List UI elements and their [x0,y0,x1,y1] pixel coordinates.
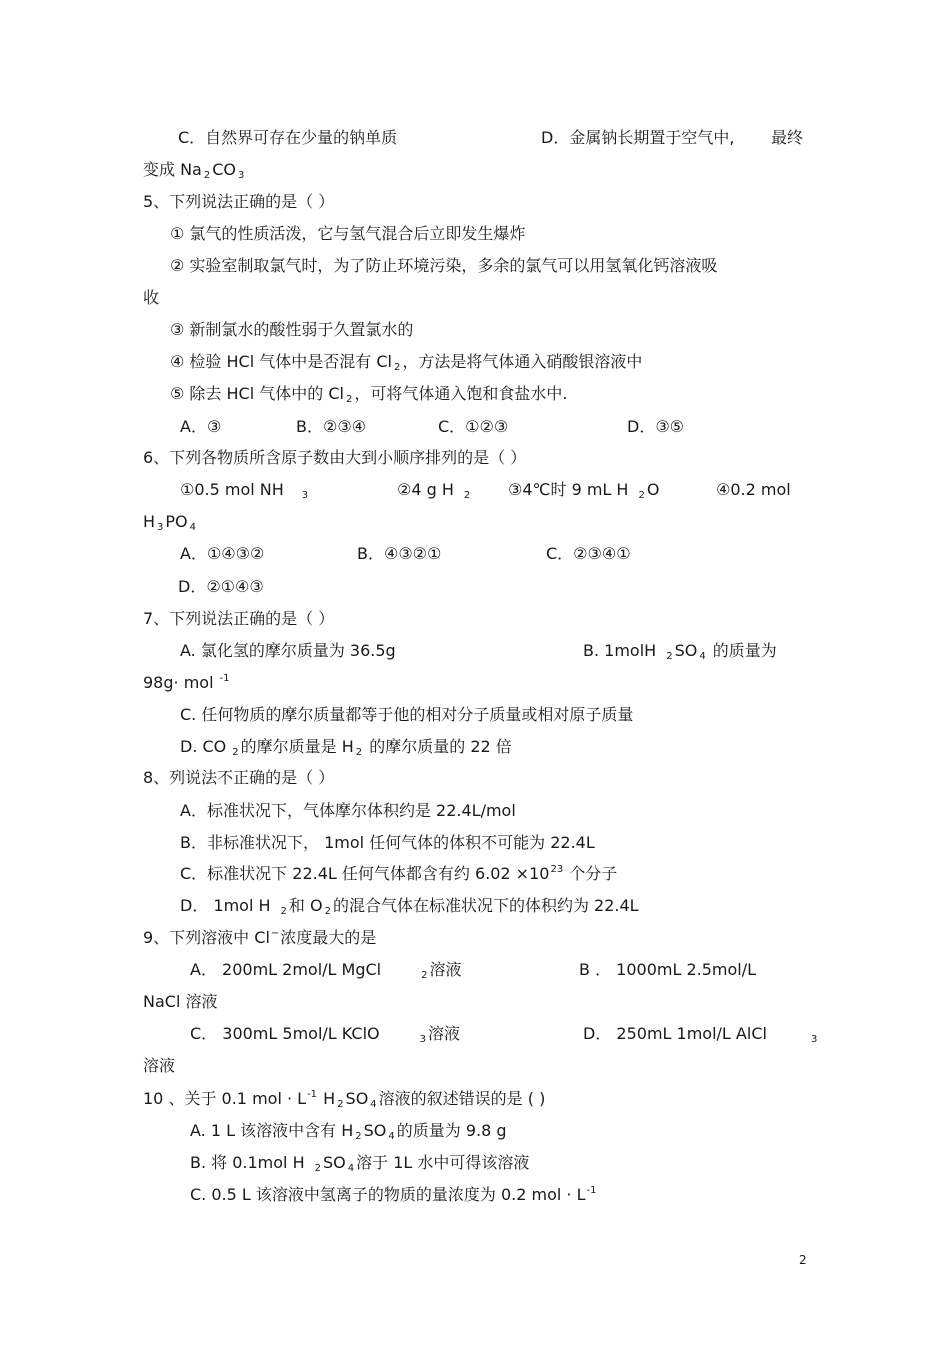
q7-option-d: D. CO 2 的摩尔质量是 H 2 的摩尔质量的 22 倍 [180,737,512,758]
q8-option-b: B．非标准状况下， 1mol 任何气体的体积不可能为 22.4L [180,833,595,852]
q8-option-d: D． 1mol H 2 和 O 2 的混合气体在标准状况下的体积约为 22.4L [180,896,639,917]
q9-option-d: D． 250mL 1mol/L AlCl 3 [583,1024,818,1045]
q4-option-c: C．自然界可存在少量的钠单质 [178,128,398,147]
q6-item-4: ④0.2 mol [716,480,791,499]
q10-option-c: C. 0.5 L 该溶液中氢离子的物质的量浓度为 0.2 mol · $L^{-1}$ [190,1185,597,1204]
q6-option-b: B．④③②① [357,544,442,563]
q6-option-c: C．②③④① [546,544,631,563]
q9-option-a: A． 200mL 2mol/L MgCl 2 溶液 [190,960,462,981]
q5-statement-2: ② 实验室制取氯气时，为了防止环境污染，多余的氯气可以用氢氧化钙溶液吸 [170,256,718,275]
q8-option-c: C．标准状况下 22.4L 任何气体都含有约 $6.02 \times 10^{23}$ 个分子 [180,864,618,883]
q9-option-c: C． 300mL 5mol/L KClO 3 溶液 [190,1024,460,1045]
q9-option-d-continuation: 溶液 [143,1056,176,1075]
q6-option-d: D．②①④③ [178,577,264,596]
q6-item-3: ③4℃时 9 mL H 2 O [508,480,660,501]
q9-stem: 9、下列溶液中 Cl−浓度最大的是 [143,928,377,947]
q9-option-b-continuation: NaCl 溶液 [143,992,218,1011]
q10-option-b: B. 将 0.1mol H 2 SO 4 溶于 1L 水中可得该溶液 [190,1153,530,1174]
q7-option-c: C. 任何物质的摩尔质量都等于他的相对分子质量或相对原子质量 [180,705,634,724]
q4-option-d-end: 最终 [771,128,804,147]
q4-option-d: D．金属钠长期置于空气中, [541,128,735,147]
q5-option-d: D．③⑤ [627,417,685,436]
page-number: 2 [799,1253,807,1267]
q5-statement-5: ⑤ 除去 HCl 气体中的 Cl 2 ，可将气体通入饱和食盐水中. [170,384,568,405]
q5-statement-2-continuation: 收 [143,288,160,307]
q4-option-d-continuation: 变成 Na 2 CO 3 [143,160,245,181]
q7-option-a: A. 氯化氢的摩尔质量为 36.5g [180,641,396,660]
q6-stem: 6、下列各物质所含原子数由大到小顺序排列的是（ ） [143,448,527,467]
q6-item-1: ①0.5 mol NH 3 [180,480,309,501]
q5-statement-4: ④ 检验 HCl 气体中是否混有 Cl 2 ，方法是将气体通入硝酸银溶液中 [170,352,643,373]
q7-option-b: B. 1molH 2 SO 4 的质量为 [583,641,777,662]
q5-statement-1: ① 氯气的性质活泼，它与氢气混合后立即发生爆炸 [170,224,526,243]
q8-stem: 8、列说法不正确的是（ ） [143,768,335,787]
q6-item-2: ②4 g H 2 [397,480,471,501]
q10-stem: 10 、关于 0.1 mol · $L^{-1}$ H 2 SO 4 溶液的叙述错误的是 ( ) [143,1089,546,1110]
q5-option-b: B．②③④ [296,417,367,436]
q9-option-b: B ． 1000mL 2.5mol/L [579,960,757,979]
q8-option-a: A．标准状况下，气体摩尔体积约是 22.4L/mol [180,801,516,820]
q7-option-b-continuation: 98g· mol $^{-1}$ [143,673,230,692]
q6-item-4-continuation: H 3 PO 4 [143,512,197,533]
q10-option-a: A. 1 L 该溶液中含有 H 2 SO 4 的质量为 9.8 g [190,1121,507,1142]
q5-statement-3: ③ 新制氯水的酸性弱于久置氯水的 [170,320,414,339]
q6-option-a: A．①④③② [180,544,265,563]
q5-option-a: A．③ [180,417,222,436]
q7-stem: 7、下列说法正确的是（ ） [143,609,335,628]
q5-option-c: C．①②③ [438,417,509,436]
q5-stem: 5、下列说法正确的是（ ） [143,192,335,211]
